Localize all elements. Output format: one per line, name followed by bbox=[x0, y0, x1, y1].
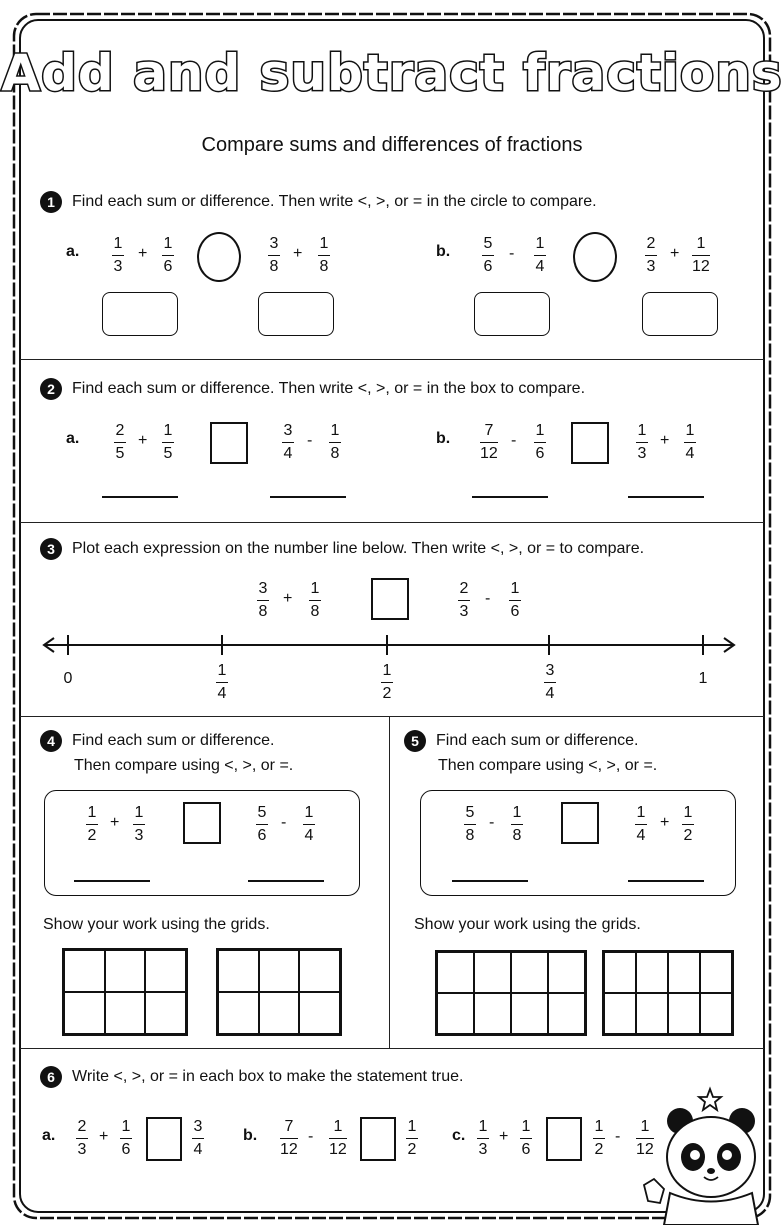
q2b-frac-3: 1 3 bbox=[637, 422, 647, 462]
q3-op-2: - bbox=[485, 590, 491, 607]
q6a-frac-1: 2 3 bbox=[77, 1118, 87, 1158]
q2a-answer-line-2[interactable] bbox=[270, 496, 346, 498]
q6c-frac-4: 1 12 bbox=[636, 1118, 654, 1158]
q4-answer-line-1[interactable] bbox=[74, 880, 150, 882]
panda-mascot-icon bbox=[640, 1085, 770, 1225]
q6b-label: b. bbox=[243, 1127, 258, 1144]
q4-instruction-1: Find each sum or difference. bbox=[72, 732, 275, 749]
q6-instruction: Write <, >, or = in each box to make the statement true. bbox=[72, 1068, 464, 1085]
q6c-op-1: + bbox=[499, 1128, 509, 1145]
q5-op-1: - bbox=[489, 814, 495, 831]
q5-op-2: + bbox=[660, 814, 670, 831]
q4-frac-3: 5 6 bbox=[257, 804, 267, 844]
q2-instruction: Find each sum or difference. Then write <, >, or = in the box to compare. bbox=[72, 380, 586, 397]
q2b-compare-box[interactable] bbox=[571, 422, 609, 464]
q6c-frac-1: 1 3 bbox=[478, 1118, 488, 1158]
q4-grid-instruction: Show your work using the grids. bbox=[43, 916, 270, 933]
q5-answer-line-2[interactable] bbox=[628, 880, 704, 882]
q2a-answer-line-1[interactable] bbox=[102, 496, 178, 498]
q2b-frac-2: 1 6 bbox=[535, 422, 545, 462]
q2b-frac-1: 7 12 bbox=[480, 422, 498, 462]
q6c-compare-box[interactable] bbox=[546, 1117, 582, 1161]
q2a-frac-3: 3 4 bbox=[283, 422, 293, 462]
q2a-op-2: - bbox=[307, 432, 313, 449]
q6a-label: a. bbox=[42, 1127, 56, 1144]
q2b-label: b. bbox=[436, 430, 451, 447]
q5-frac-1: 5 8 bbox=[465, 804, 475, 844]
q3-frac-4: 1 6 bbox=[510, 580, 520, 620]
q6a-frac-3: 3 4 bbox=[193, 1118, 203, 1158]
q3-tick-0: 0 bbox=[63, 670, 73, 687]
q4-grid-1[interactable] bbox=[62, 948, 188, 1036]
q4-compare-box[interactable] bbox=[183, 802, 221, 844]
q3-frac-2: 1 8 bbox=[310, 580, 320, 620]
q2b-op-2: + bbox=[660, 432, 670, 449]
q3-tick-1-2: 1 2 bbox=[382, 662, 392, 702]
q1b-frac-1: 5 6 bbox=[483, 235, 493, 275]
q1b-frac-4: 1 12 bbox=[692, 235, 710, 275]
q6b-compare-box[interactable] bbox=[360, 1117, 396, 1161]
q5-grid-1[interactable] bbox=[435, 950, 587, 1036]
q5-number: 5 bbox=[404, 730, 426, 752]
q1-header bbox=[40, 190, 597, 214]
q5-header bbox=[404, 729, 638, 753]
q5-grid-instruction: Show your work using the grids. bbox=[414, 916, 641, 933]
q1a-op-1: + bbox=[138, 245, 148, 262]
q5-frac-4: 1 2 bbox=[683, 804, 693, 844]
q1b-answer-box-2[interactable] bbox=[642, 292, 718, 336]
q4-number: 4 bbox=[40, 730, 62, 752]
q6b-frac-2: 1 12 bbox=[329, 1118, 347, 1158]
q1a-frac-3: 3 8 bbox=[269, 235, 279, 275]
divider-q3 bbox=[20, 716, 764, 717]
q6c-label: c. bbox=[452, 1127, 466, 1144]
q2b-op-1: - bbox=[511, 432, 517, 449]
q4-answer-line-2[interactable] bbox=[248, 880, 324, 882]
q3-tick-3-4: 3 4 bbox=[545, 662, 555, 702]
q6c-op-2: - bbox=[615, 1128, 621, 1145]
q3-compare-box[interactable] bbox=[371, 578, 409, 620]
q4-op-2: - bbox=[281, 814, 287, 831]
q5-instruction-1: Find each sum or difference. bbox=[436, 732, 639, 749]
q4-grid-2[interactable] bbox=[216, 948, 342, 1036]
q5-frac-3: 1 4 bbox=[636, 804, 646, 844]
q3-tick-1-4: 1 4 bbox=[217, 662, 227, 702]
q3-frac-3: 2 3 bbox=[459, 580, 469, 620]
q3-header bbox=[40, 537, 644, 561]
q3-frac-1: 3 8 bbox=[258, 580, 268, 620]
q1b-frac-2: 1 4 bbox=[535, 235, 545, 275]
q4-instruction-2: Then compare using <, >, or =. bbox=[74, 757, 294, 774]
q1b-op-2: + bbox=[670, 245, 680, 262]
divider-q1 bbox=[20, 359, 764, 360]
q6c-frac-2: 1 6 bbox=[521, 1118, 531, 1158]
q2b-answer-line-1[interactable] bbox=[472, 496, 548, 498]
divider-q2 bbox=[20, 522, 764, 523]
q1a-answer-box-2[interactable] bbox=[258, 292, 334, 336]
q3-number: 3 bbox=[40, 538, 62, 560]
q1a-compare-circle[interactable] bbox=[197, 232, 241, 282]
q1b-op-1: - bbox=[509, 245, 515, 262]
divider-q4-q5 bbox=[389, 716, 390, 1048]
q4-header bbox=[40, 729, 274, 753]
q2a-frac-2: 1 5 bbox=[163, 422, 173, 462]
q6b-frac-1: 7 12 bbox=[280, 1118, 298, 1158]
q2-header bbox=[40, 377, 585, 401]
q6b-op-1: - bbox=[308, 1128, 314, 1145]
page-subtitle: Compare sums and differences of fractions bbox=[201, 134, 583, 156]
q3-instruction: Plot each expression on the number line below. Then write <, >, or = to compare. bbox=[72, 540, 645, 557]
q6-header bbox=[40, 1065, 463, 1089]
q5-grid-2[interactable] bbox=[602, 950, 734, 1036]
q1a-op-2: + bbox=[293, 245, 303, 262]
q1-instruction: Find each sum or difference. Then write <, >, or = in the circle to compare. bbox=[72, 193, 597, 210]
q2b-frac-4: 1 4 bbox=[685, 422, 695, 462]
q1a-label: a. bbox=[66, 243, 80, 260]
q1a-frac-2: 1 6 bbox=[163, 235, 173, 275]
q4-frac-1: 1 2 bbox=[87, 804, 97, 844]
q1-number: 1 bbox=[40, 191, 62, 213]
q6a-frac-2: 1 6 bbox=[121, 1118, 131, 1158]
q3-number-line[interactable] bbox=[40, 630, 740, 664]
q6a-compare-box[interactable] bbox=[146, 1117, 182, 1161]
q2a-label: a. bbox=[66, 430, 80, 447]
page-title: Add and subtract fractions bbox=[1, 44, 783, 102]
q6c-frac-3: 1 2 bbox=[594, 1118, 604, 1158]
q4-frac-4: 1 4 bbox=[304, 804, 314, 844]
q3-tick-1: 1 bbox=[698, 670, 708, 687]
q6-number: 6 bbox=[40, 1066, 62, 1088]
q5-answer-line-1[interactable] bbox=[452, 880, 528, 882]
q2a-frac-4: 1 8 bbox=[330, 422, 340, 462]
q2a-frac-1: 2 5 bbox=[115, 422, 125, 462]
q2a-compare-box[interactable] bbox=[210, 422, 248, 464]
q5-compare-box[interactable] bbox=[561, 802, 599, 844]
q5-frac-2: 1 8 bbox=[512, 804, 522, 844]
q2-number: 2 bbox=[40, 378, 62, 400]
q6b-frac-3: 1 2 bbox=[407, 1118, 417, 1158]
q1b-label: b. bbox=[436, 243, 451, 260]
divider-q5 bbox=[20, 1048, 764, 1049]
q4-op-1: + bbox=[110, 814, 120, 831]
q2b-answer-line-2[interactable] bbox=[628, 496, 704, 498]
q1a-answer-box-1[interactable] bbox=[102, 292, 178, 336]
q6a-op-1: + bbox=[99, 1128, 109, 1145]
q2a-op-1: + bbox=[138, 432, 148, 449]
q1b-compare-circle[interactable] bbox=[573, 232, 617, 282]
q1b-answer-box-1[interactable] bbox=[474, 292, 550, 336]
q1a-frac-1: 1 3 bbox=[113, 235, 123, 275]
q5-instruction-2: Then compare using <, >, or =. bbox=[438, 757, 658, 774]
q1b-frac-3: 2 3 bbox=[646, 235, 656, 275]
q3-op-1: + bbox=[283, 590, 293, 607]
q4-frac-2: 1 3 bbox=[134, 804, 144, 844]
q1a-frac-4: 1 8 bbox=[319, 235, 329, 275]
